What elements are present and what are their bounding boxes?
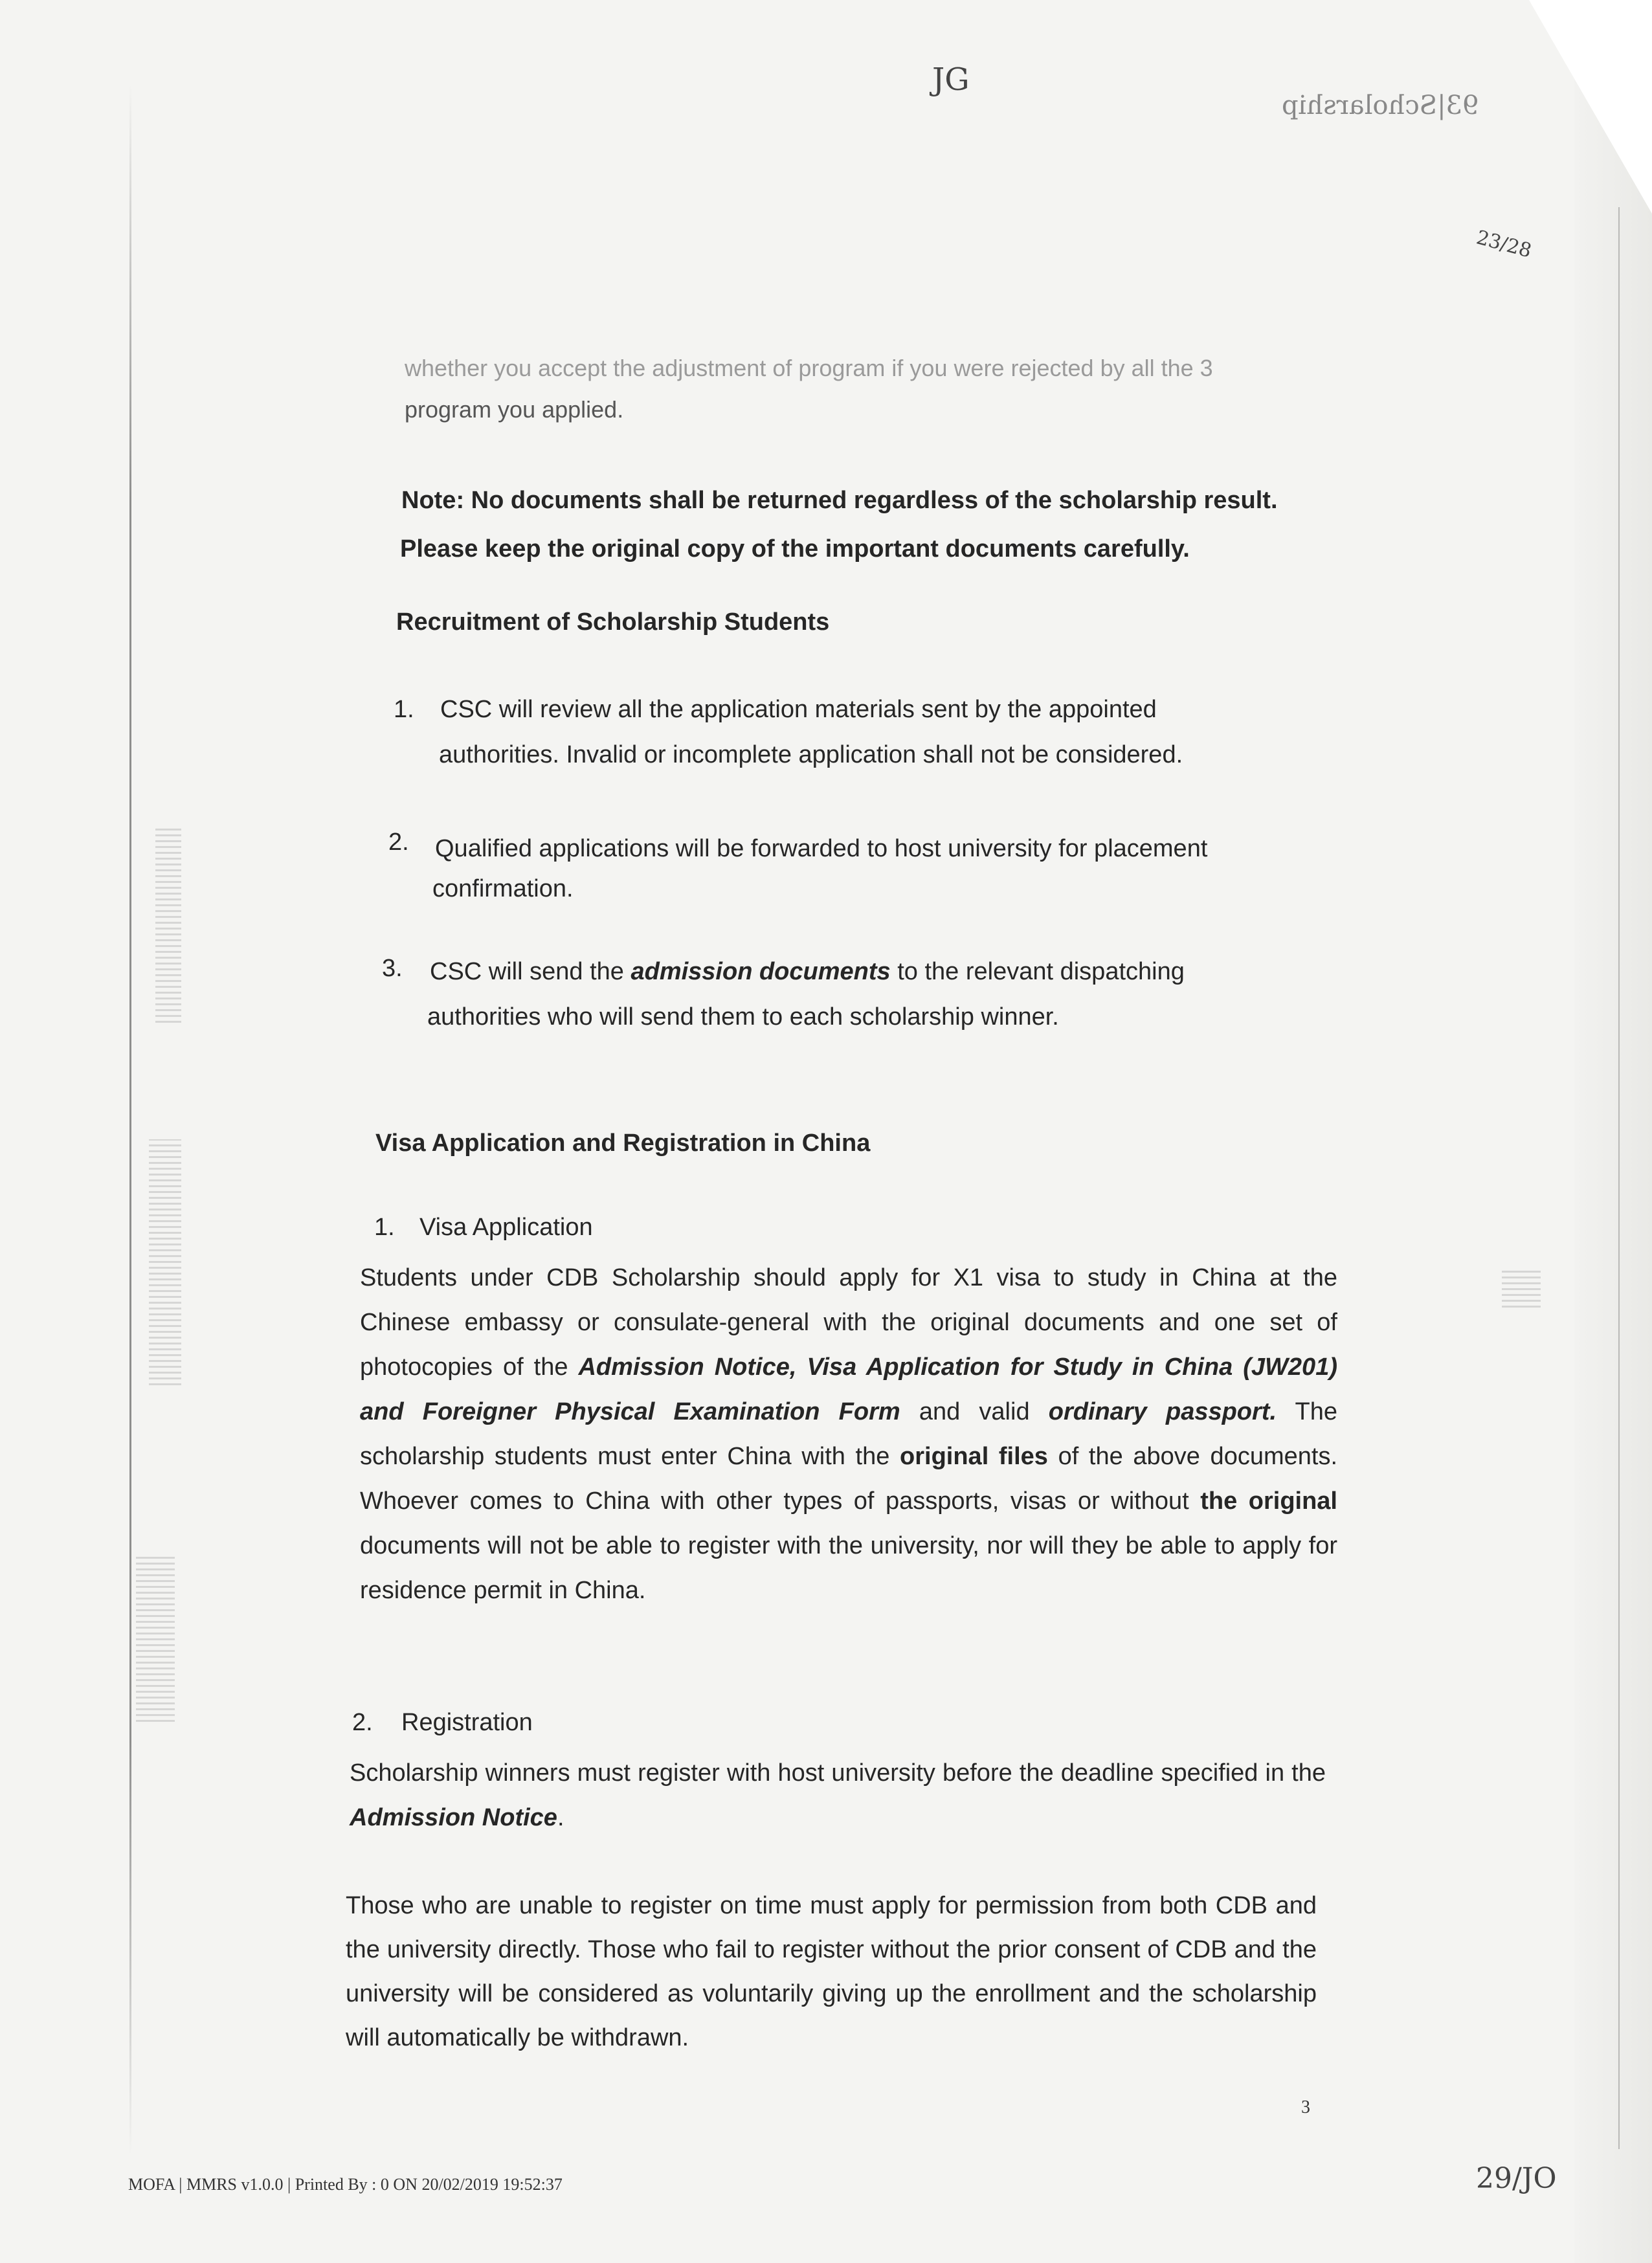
recruitment-heading: Recruitment of Scholarship Students [396,608,830,636]
continuation-line-1: whether you accept the adjustment of program if you were rejected by all the 3 [405,355,1213,381]
scan-right-border [1618,207,1620,2149]
registration-para-part-a: Scholarship winners must register with host university before the deadline specified in the [350,1759,1326,1787]
scan-noise [155,829,181,1023]
folded-corner [1529,0,1652,214]
visa-para-bold-the-original: the original [1200,1488,1337,1515]
visa-heading: Visa Application and Registration in China [375,1130,871,1157]
recruitment-item-3-post: to the relevant dispatching [890,958,1185,985]
handwritten-initials: JG [932,61,970,98]
handwritten-note: 93|Scholarship [1282,91,1479,120]
print-footer: MOFA | MMRS v1.0.0 | Printed By : 0 ON 20/02/2019 19:52:37 [128,2175,563,2194]
visa-para-part-d: of the above documents. Whoever comes to China with other types of passports, visas or without [360,1443,1337,1515]
recruitment-item-2-line-2: confirmation. [432,875,574,902]
note-line-2: Please keep the original copy of the important documents carefully. [400,535,1190,563]
visa-subsection-2-number: 2. [352,1709,373,1736]
recruitment-item-3-number: 3. [382,955,403,982]
page-number: 3 [1301,2097,1310,2117]
scan-noise [1502,1269,1541,1308]
scan-noise [136,1554,175,1722]
recruitment-item-3-emphasis: admission documents [631,958,891,985]
recruitment-item-1-line-2: authorities. Invalid or incomplete application shall not be considered. [439,741,1183,768]
visa-subsection-1-number: 1. [374,1214,395,1241]
scan-noise [149,1139,181,1385]
recruitment-item-1-number: 1. [394,696,414,723]
recruitment-item-3-pre: CSC will send the [430,958,631,985]
scan-page-edge [1574,0,1652,2263]
registration-para-emphasis: Admission Notice [350,1804,557,1831]
visa-para-bold-original-files: original files [900,1443,1048,1470]
registration-paragraph [350,1751,1326,1840]
visa-para-part-b: and valid [900,1398,1049,1425]
handwritten-page-fraction: 29/JO [1476,2162,1557,2195]
visa-para-part-c: The scholarship students must enter China with the [360,1398,1338,1470]
recruitment-item-1-line-1: CSC will review all the application materials sent by the appointed [440,696,1157,723]
visa-para-part-e: documents will not be able to register with the university, nor will they be able to apply for residence permit in China. [360,1532,1337,1604]
visa-para-emphasis-documents: Admission Notice, Visa Application for Study in China (JW201) and Foreigner Physical Examination Form [360,1354,1337,1425]
registration-para-part-b: . [557,1804,564,1831]
note-line-1: Note: No documents shall be returned regardless of the scholarship result. [401,487,1278,514]
visa-para-emphasis-passport: ordinary passport. [1048,1398,1277,1425]
closing-paragraph: Those who are unable to register on time must apply for permission from both CDB and the university directly. Those who fail to register without the prior consent of CDB and the university will be considered as voluntarily giving up the enrollment and the scholarship will automatically be withdrawn. [346,1892,1317,2051]
visa-application-paragraph [360,1256,1337,1613]
visa-subsection-2-title: Registration [401,1709,533,1736]
corner-page-fraction: 23/28 [1473,226,1534,263]
recruitment-item-2-line-1: Qualified applications will be forwarded to host university for placement [435,835,1208,862]
scan-left-border [129,84,131,2156]
visa-para-part-a: Students under CDB Scholarship should apply for X1 visa to study in China at the Chinese embassy or consulate-general with the original documents and one set of photocopies of the [360,1264,1337,1381]
recruitment-item-3-line-1 [430,958,1185,986]
continuation-line-2: program you applied. [405,396,624,423]
recruitment-item-2-number: 2. [388,829,409,856]
recruitment-item-3-line-2: authorities who will send them to each scholarship winner. [427,1003,1059,1031]
visa-subsection-1-title: Visa Application [419,1214,593,1241]
